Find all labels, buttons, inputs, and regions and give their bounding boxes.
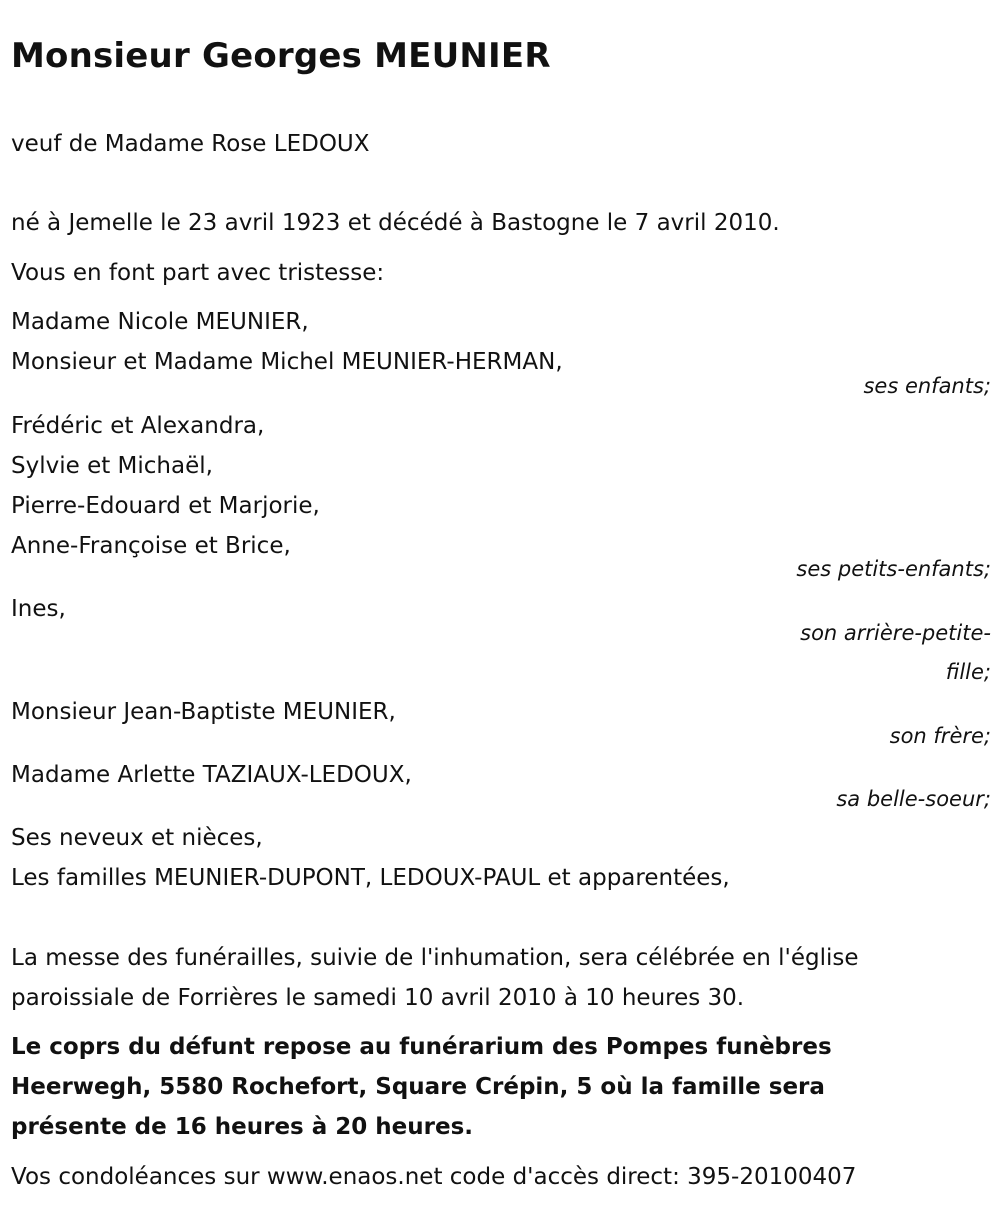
family-member: Ines, — [11, 596, 66, 622]
family-member: Frédéric et Alexandra, — [11, 413, 265, 439]
repose-info: présente de 16 heures à 20 heures. — [11, 1114, 473, 1140]
relation-label: fille; — [945, 660, 991, 684]
family-member: Monsieur et Madame Michel MEUNIER-HERMAN, — [11, 349, 563, 375]
family-member: Ses neveux et nièces, — [11, 825, 263, 851]
repose-info: Le coprs du défunt repose au funérarium des Pompes funèbres — [11, 1034, 832, 1060]
spouse-line: veuf de Madame Rose LEDOUX — [11, 131, 370, 157]
page-title: Monsieur Georges MEUNIER — [11, 36, 551, 76]
relation-label: son arrière-petite- — [800, 621, 991, 645]
family-member: Madame Nicole MEUNIER, — [11, 309, 309, 335]
relation-label: ses petits-enfants; — [796, 557, 991, 581]
family-member: Madame Arlette TAZIAUX-LEDOUX, — [11, 762, 412, 788]
funeral-info: paroissiale de Forrières le samedi 10 avril 2010 à 10 heures 30. — [11, 985, 745, 1011]
family-member: Sylvie et Michaël, — [11, 453, 213, 479]
family-member: Anne-Françoise et Brice, — [11, 533, 291, 559]
condolences-line: Vos condoléances sur www.enaos.net code d'accès direct: 395-20100407 — [11, 1164, 857, 1190]
family-member: Monsieur Jean-Baptiste MEUNIER, — [11, 699, 396, 725]
relation-label: son frère; — [889, 724, 991, 748]
family-member: Les familles MEUNIER-DUPONT, LEDOUX-PAUL et apparentées, — [11, 865, 730, 891]
relation-label: sa belle-soeur; — [836, 787, 991, 811]
birth-death-line: né à Jemelle le 23 avril 1923 et décédé à Bastogne le 7 avril 2010. — [11, 210, 780, 236]
family-member: Pierre-Edouard et Marjorie, — [11, 493, 320, 519]
intro-line: Vous en font part avec tristesse: — [11, 260, 385, 286]
funeral-info: La messe des funérailles, suivie de l'inhumation, sera célébrée en l'église — [11, 945, 859, 971]
repose-info: Heerwegh, 5580 Rochefort, Square Crépin, 5 où la famille sera — [11, 1074, 825, 1100]
relation-label: ses enfants; — [863, 374, 991, 398]
